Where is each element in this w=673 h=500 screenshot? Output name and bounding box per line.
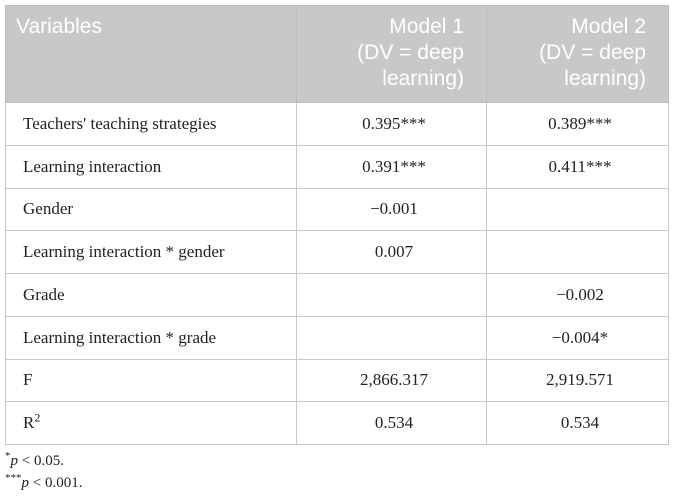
- row-variable: Grade: [6, 274, 297, 317]
- table-row: [6, 145, 669, 188]
- row-model-2-value: −0.002: [487, 274, 669, 317]
- row-variable: [6, 402, 297, 445]
- row-model-2-value: [487, 188, 669, 231]
- table-header-row: [6, 6, 669, 103]
- row-model-2-value: 0.411***: [487, 145, 669, 188]
- footnote-text: < 0.05.: [18, 453, 64, 469]
- table-row: [6, 231, 669, 274]
- row-variable: Learning interaction * gender: [6, 231, 297, 274]
- footnote-p-005: [5, 450, 82, 472]
- row-variable: Learning interaction: [6, 145, 297, 188]
- row-model-1-value: 0.007: [297, 231, 487, 274]
- table-row: [6, 103, 669, 146]
- regression-table: [5, 5, 669, 445]
- r-symbol: R: [23, 413, 35, 433]
- footnote-p-symbol: p: [10, 453, 18, 469]
- row-model-1-value: [297, 316, 487, 359]
- row-variable: Teachers' teaching strategies: [6, 103, 297, 146]
- row-model-2-value: [487, 231, 669, 274]
- row-model-2-value: 0.389***: [487, 103, 669, 146]
- row-model-2-value: −0.004*: [487, 316, 669, 359]
- row-model-2-value: 2,919.571: [487, 359, 669, 402]
- footnote-mark: *: [5, 450, 11, 462]
- table-row: [6, 359, 669, 402]
- header-variables: Variables: [6, 6, 297, 103]
- footnote-p-0001: [5, 472, 82, 494]
- table-row: [6, 274, 669, 317]
- header-model-2: Model 2 (DV = deep learning): [487, 6, 669, 103]
- row-variable: Learning interaction * grade: [6, 316, 297, 359]
- row-model-1-value: −0.001: [297, 188, 487, 231]
- row-variable: Gender: [6, 188, 297, 231]
- footnote-mark: ***: [5, 472, 22, 484]
- header-model-1: Model 1 (DV = deep learning): [297, 6, 487, 103]
- table-footnotes: [5, 450, 82, 494]
- footnote-text: < 0.001.: [29, 475, 83, 491]
- row-variable: F: [6, 359, 297, 402]
- row-model-1-value: 0.395***: [297, 103, 487, 146]
- r-superscript: 2: [34, 410, 41, 425]
- row-model-1-value: 2,866.317: [297, 359, 487, 402]
- table-row: [6, 402, 669, 445]
- row-model-1-value: 0.391***: [297, 145, 487, 188]
- row-model-2-value: 0.534: [487, 402, 669, 445]
- row-model-1-value: [297, 274, 487, 317]
- table-row: [6, 316, 669, 359]
- row-model-1-value: 0.534: [297, 402, 487, 445]
- table-row: [6, 188, 669, 231]
- regression-table-container: [5, 5, 668, 445]
- footnote-p-symbol: p: [21, 475, 29, 491]
